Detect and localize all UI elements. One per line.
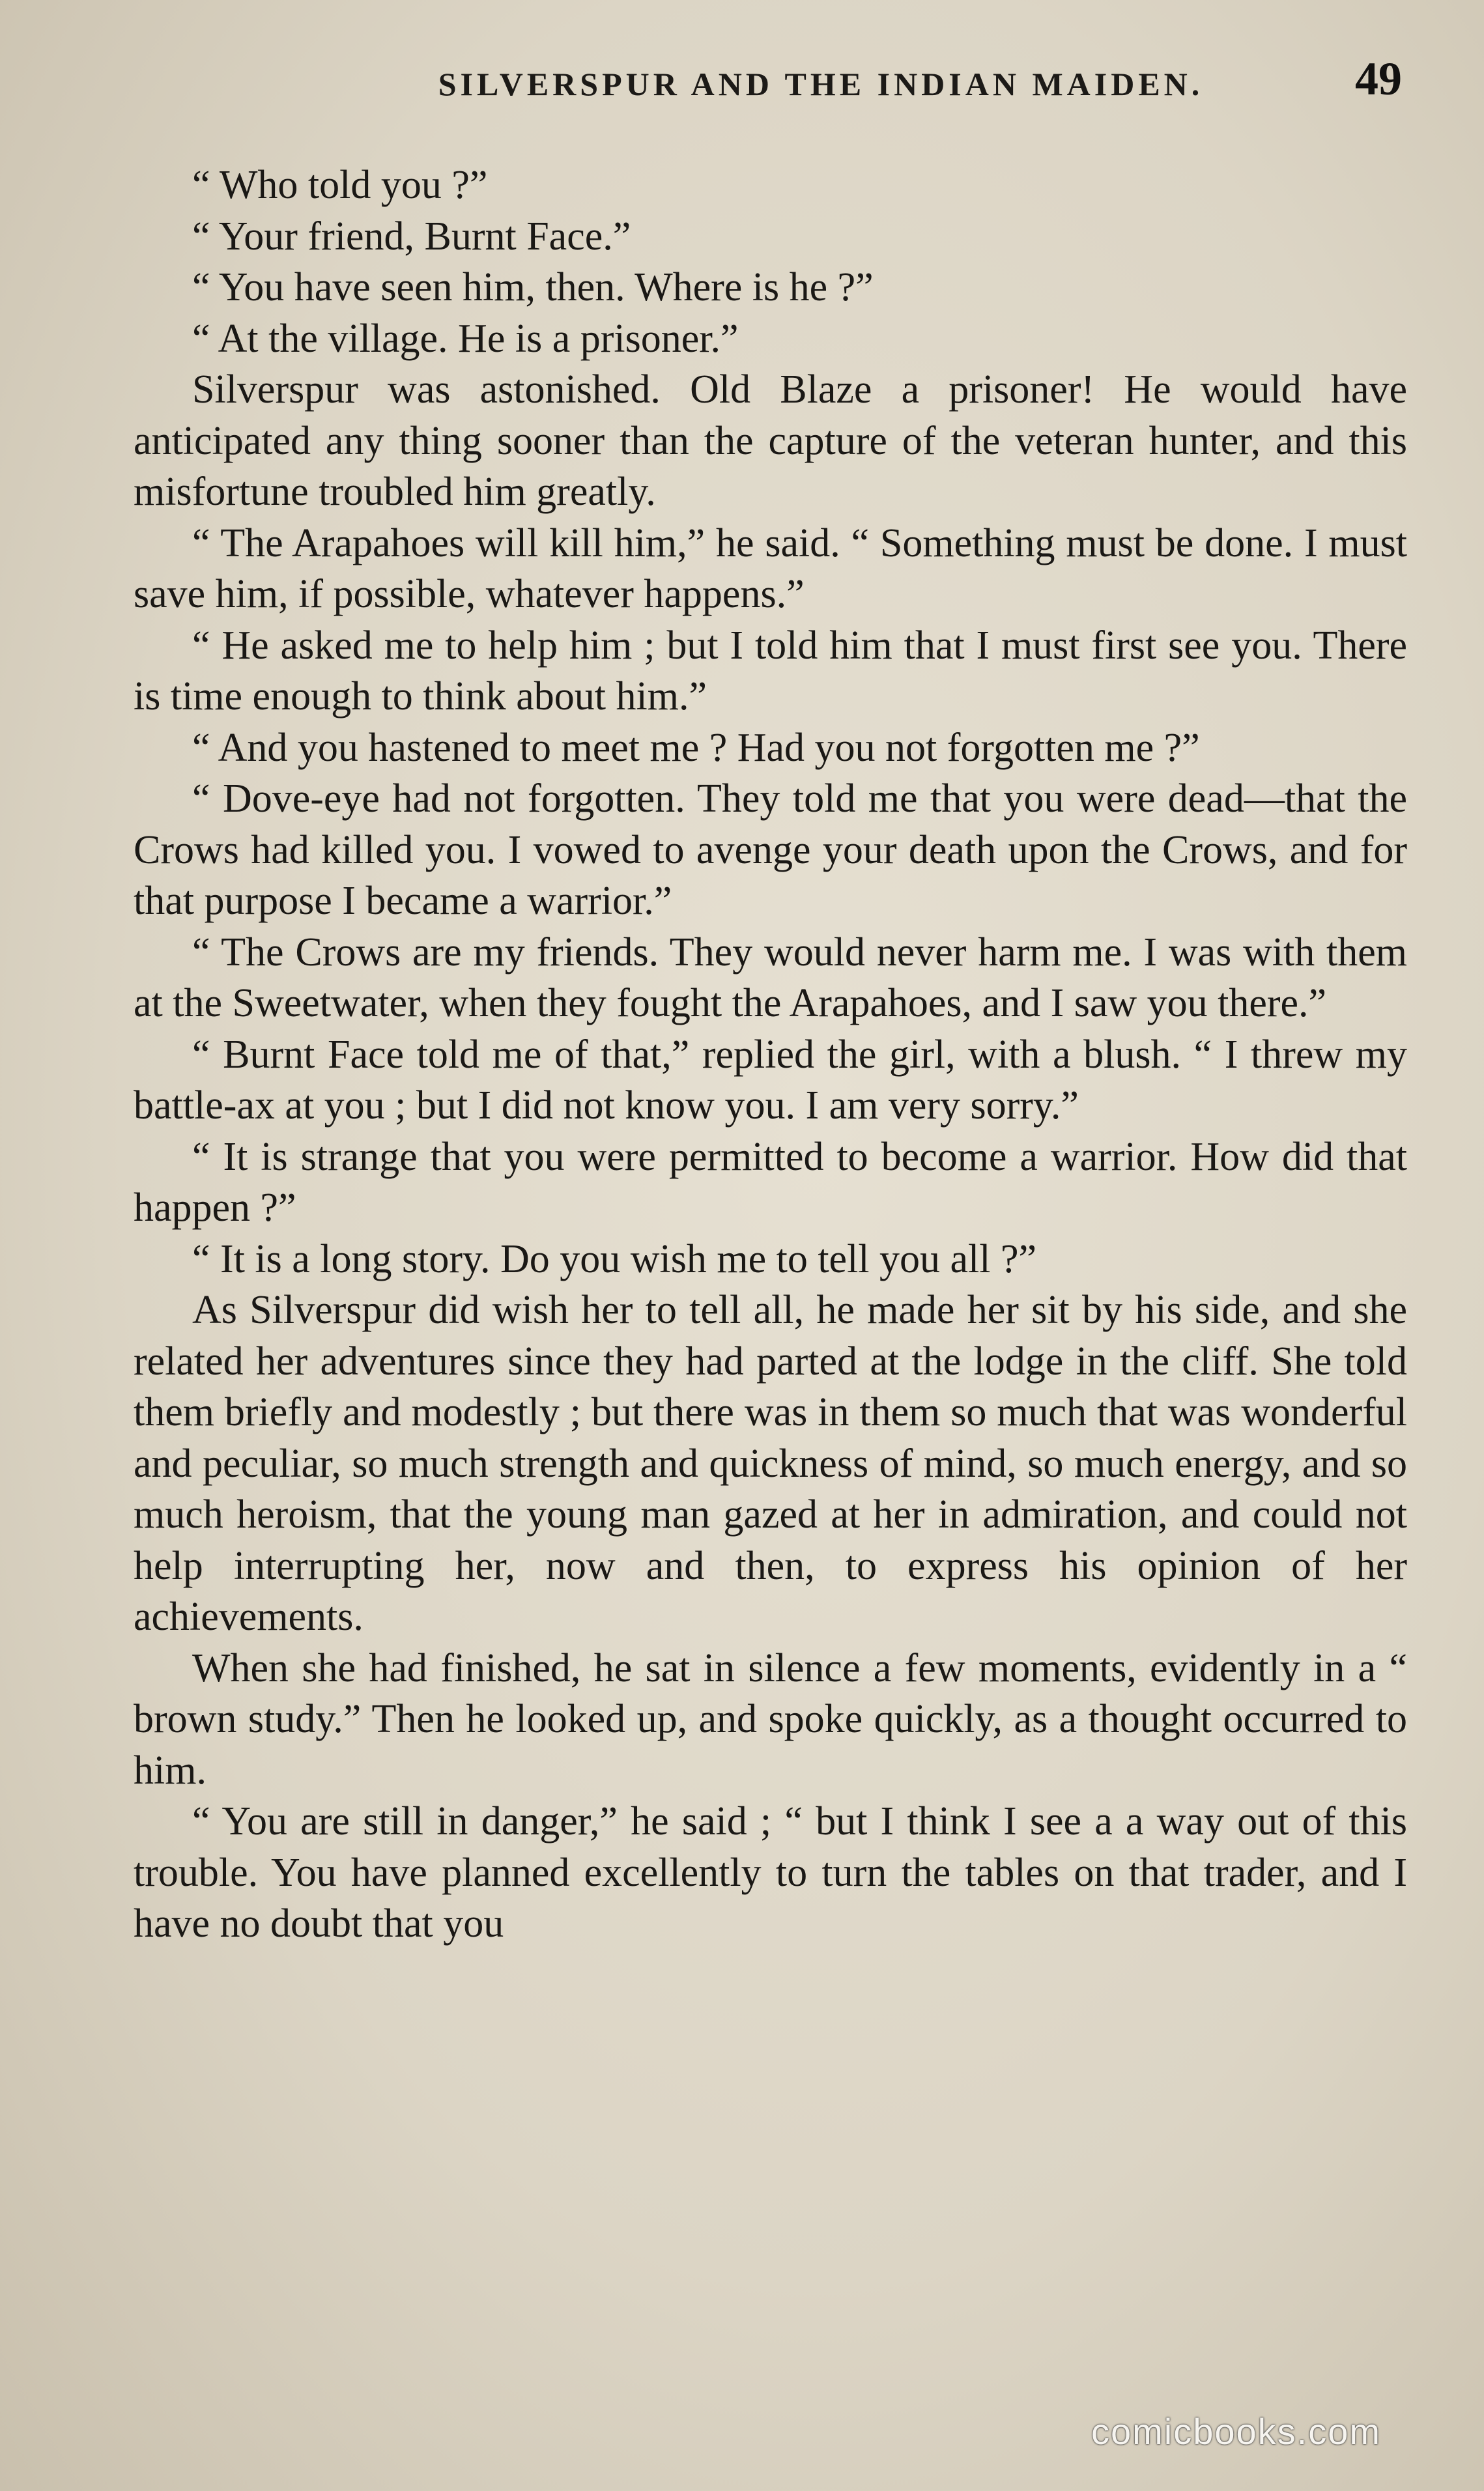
paragraph: Silverspur was astonished. Old Blaze a prisoner! He would have anticipated any thing sooner than the capture of the veteran hunter, and this misfortune troubled him greatly. xyxy=(134,367,1407,514)
paragraph: “ Dove-eye had not forgotten. They told me that you were dead—that the Crows had killed you. I vowed to avenge your death upon the Crows, and for that purpose I became a warrior.” xyxy=(134,776,1407,923)
paragraph: As Silverspur did wish her to tell all, he made her sit by his side, and she related her adventures since they had parted at the lodge in the cliff. She told them briefly and modestly ; but there was in them so much that was wonderful and peculiar, so much strength and quickness of mind, so much energy, and so much heroism, that the young man gazed at her in admiration, and could not help interrupting her, now and then, to express his opinion of her achievements. xyxy=(134,1288,1407,1639)
paragraph: “ You are still in danger,” he said ; “ but I think I see a a way out of this trouble. You have planned excellently to turn the tables on that trader, and I have no doubt that you xyxy=(134,1799,1407,1946)
page-number: 49 xyxy=(1355,53,1402,105)
paragraph: “ The Arapahoes will kill him,” he said. “ Something must be done. I must save him, if possible, whatever happens.” xyxy=(134,520,1407,616)
paragraph: “ Burnt Face told me of that,” replied the girl, with a blush. “ I threw my battle-ax at you ; but I did not know you. I am very sorry.” xyxy=(134,1032,1407,1128)
paragraph: “ At the village. He is a prisoner.” xyxy=(192,316,739,361)
body-text xyxy=(134,160,1407,1950)
paragraph: “ Your friend, Burnt Face.” xyxy=(192,214,631,259)
paragraph: When she had finished, he sat in silence a few moments, evidently in a “ brown study.” Then he looked up, and spoke quickly, as a thought occurred to him. xyxy=(134,1645,1407,1793)
paragraph: “ You have seen him, then. Where is he ?” xyxy=(192,265,874,309)
paragraph: “ It is a long story. Do you wish me to tell you all ?” xyxy=(192,1236,1037,1281)
running-title: SILVERSPUR AND THE INDIAN MAIDEN. xyxy=(438,66,1204,102)
watermark: comicbooks.com xyxy=(1091,2411,1382,2452)
paragraph: “ The Crows are my friends. They would never harm me. I was with them at the Sweetwater, when they fought the Arapahoes, and I saw you there.” xyxy=(134,930,1407,1025)
paragraph: “ Who told you ?” xyxy=(192,163,488,207)
paragraph: “ It is strange that you were permitted to become a warrior. How did that happen ?” xyxy=(134,1134,1407,1230)
paragraph: “ He asked me to help him ; but I told him that I must first see you. There is time enough to think about him.” xyxy=(134,623,1407,719)
paragraph: “ And you hastened to meet me ? Had you not forgotten me ?” xyxy=(192,725,1200,770)
